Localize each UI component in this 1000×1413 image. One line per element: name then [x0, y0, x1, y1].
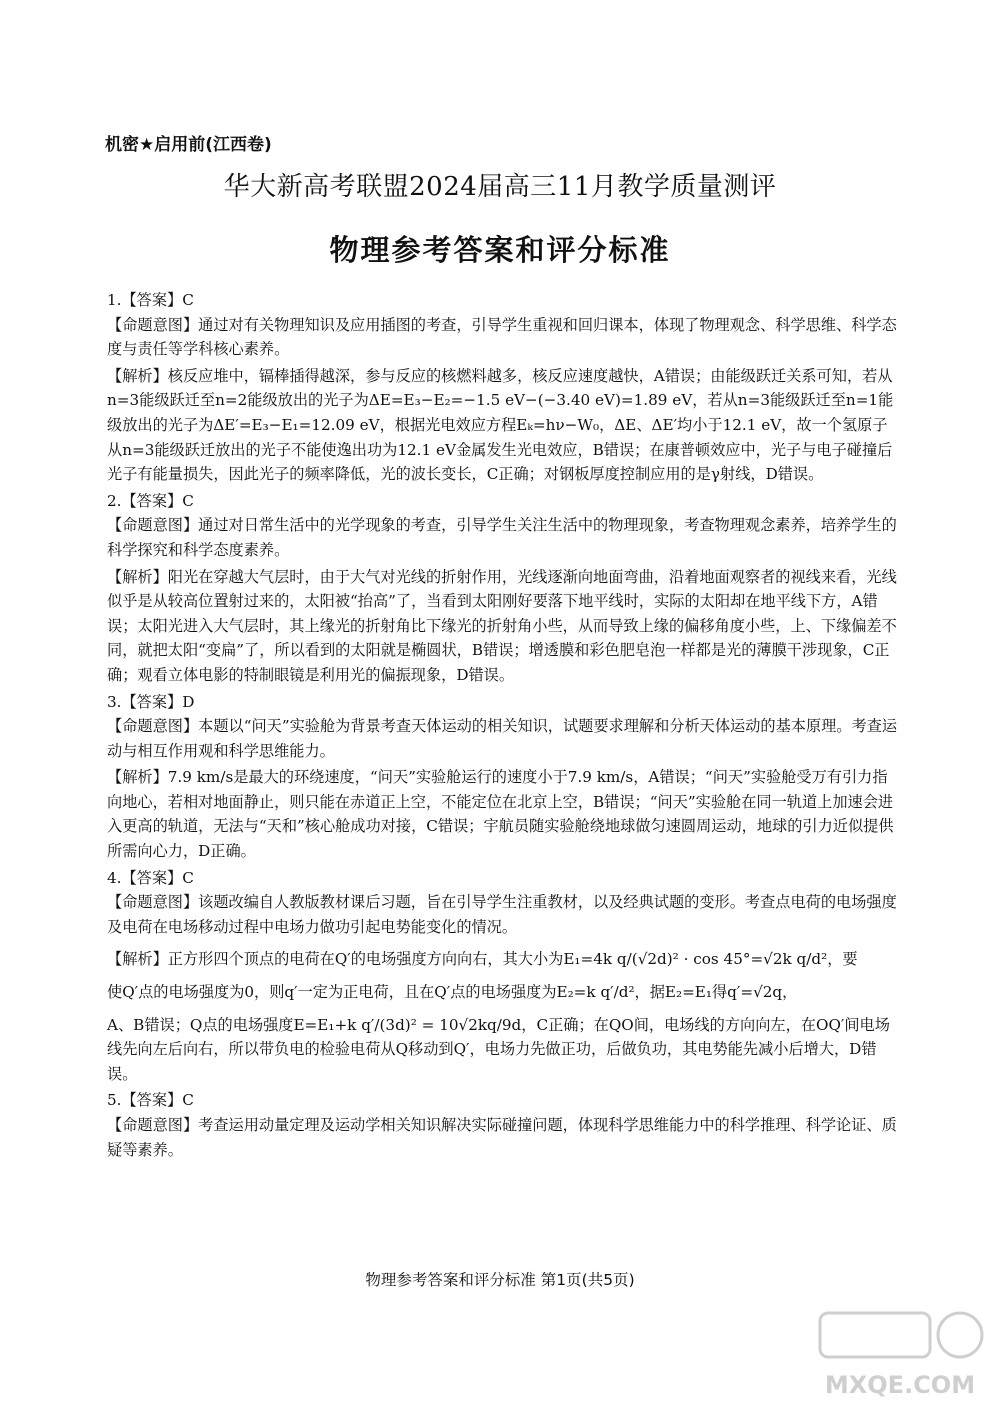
question-block	[107, 866, 902, 1087]
question-answer: 5.【答案】C	[107, 1091, 194, 1110]
question-analysis: 【解析】阳光在穿越大气层时，由于大气对光线的折射作用，光线逐渐向地面弯曲，沿着地面观察者的视线来看，光线似乎是从较高位置射过来的，太阳被“抬高”了，当看到太阳刚好要落下地平线时，实际的太阳却在地平线下方，A错误；太阳光进入大气层时，其上缘光的折射角比下缘光的折射角小些，从而导致上缘的偏移角度小些，上、下缘偏差不同，就把太阳“变扁”了，所以看到的太阳就是椭圆状，B错误；增透膜和彩色肥皂泡一样都是光的薄膜干涉现象，C正确；观看立体电影的特制眼镜是利用光的偏振现象，D错误。	[107, 567, 897, 684]
question-block	[107, 288, 902, 487]
question-answer: 4.【答案】C	[107, 868, 194, 887]
document-title: 华大新高考联盟2024届高三11月教学质量测评	[223, 172, 777, 202]
question-block	[107, 1088, 902, 1162]
question-block	[107, 489, 902, 688]
answer-content	[107, 288, 902, 1164]
document-subtitle: 物理参考答案和评分标准	[329, 233, 671, 267]
watermark-text: MXQE.COM	[824, 1371, 976, 1399]
question-analysis-line: A、B错误；Q点的电场强度E=E₁+k q′/(3d)² = 10√2kq/9d，C正确；在QO间，电场线的方向向左，在OQ′间电场线先向左后向右，所以带负电的检验电荷从Q移动到Q′，电场力先做正功，后做负功，其电势能先减小后增大，D错误。	[107, 1015, 890, 1083]
page-footer: 物理参考答案和评分标准 第1页(共5页)	[365, 1271, 635, 1289]
watermark-logo	[810, 1305, 990, 1405]
question-analysis: 【解析】核反应堆中，镉棒插得越深，参与反应的核燃料越多，核反应速度越快，A错误；由能级跃迁关系可知，若从n=3能级跃迁至n=2能级放出的光子为ΔE=E₃−E₂=−1.5 eV−(−3.40 eV)=1.89 eV，若从n=3能级跃迁至n=1能级放出的光子为ΔE′=E₃−E₁=12.09 eV，根据光电效应方程Eₖ=hν−W₀，ΔE、ΔE′均小于12.1 eV，故一个氢原子从n=3能级跃迁放出的光子不能使逸出功为12.1 eV金属发生光电效应，B错误；在康普顿效应中，光子与电子碰撞后光子有能量损失，因此光子的频率降低，光的波长变长，C正确；对钢板厚度控制应用的是γ射线，D错误。	[107, 366, 894, 484]
question-analysis-line: 使Q′点的电场强度为0，则q′一定为正电荷，且在Q′点的电场强度为E₂=k q′/d²，据E₂=E₁得q′=√2q，	[107, 983, 798, 1002]
question-intent: 【命题意图】通过对日常生活中的光学现象的考查，引导学生关注生活中的物理现象，考查物理观念素养，培养学生的科学探究和科学态度素养。	[107, 516, 897, 559]
question-block	[107, 690, 902, 864]
question-intent: 【命题意图】该题改编自人教版教材课后习题，旨在引导学生注重教材，以及经典试题的变形。考查点电荷的电场强度及电荷在电场移动过程中电场力做功引起电势能变化的情况。	[107, 893, 897, 936]
question-intent: 【命题意图】本题以“问天”实验舱为背景考查天体运动的相关知识，试题要求理解和分析天体运动的基本原理。考查运动与相互作用观和科学思维能力。	[107, 717, 898, 760]
question-intent: 【命题意图】考查运用动量定理及运动学相关知识解决实际碰撞问题，体现科学思维能力中的科学推理、科学论证、质疑等素养。	[107, 1116, 897, 1159]
question-answer: 3.【答案】D	[107, 692, 195, 711]
question-answer: 1.【答案】C	[107, 291, 194, 309]
question-intent: 【命题意图】通过对有关物理知识及应用插图的考查，引导学生重视和回归课本，体现了物理观念、科学思维、科学态度与责任等学科核心素养。	[107, 315, 897, 359]
confidential-label: 机密★启用前(江西卷)	[105, 135, 272, 155]
question-answer: 2.【答案】C	[107, 491, 194, 510]
question-analysis-line: 【解析】正方形四个顶点的电荷在Q′的电场强度方向向右，其大小为E₁=4k q/(√2d)² · cos 45°=√2k q/d²，要	[107, 950, 858, 969]
question-analysis: 【解析】7.9 km/s是最大的环绕速度，“问天”实验舱运行的速度小于7.9 km/s，A错误；“问天”实验舱受万有引力指向地心，若相对地面静止，则只能在赤道正上空，不能定位在北京上空，B错误；“问天”实验舱在同一轨道上加速会进入更高的轨道，无法与“天和”核心舱成功对接，C错误；宇航员随实验舱绕地球做匀速圆周运动，地球的引力近似提供所需向心力，D正确。	[107, 768, 894, 861]
